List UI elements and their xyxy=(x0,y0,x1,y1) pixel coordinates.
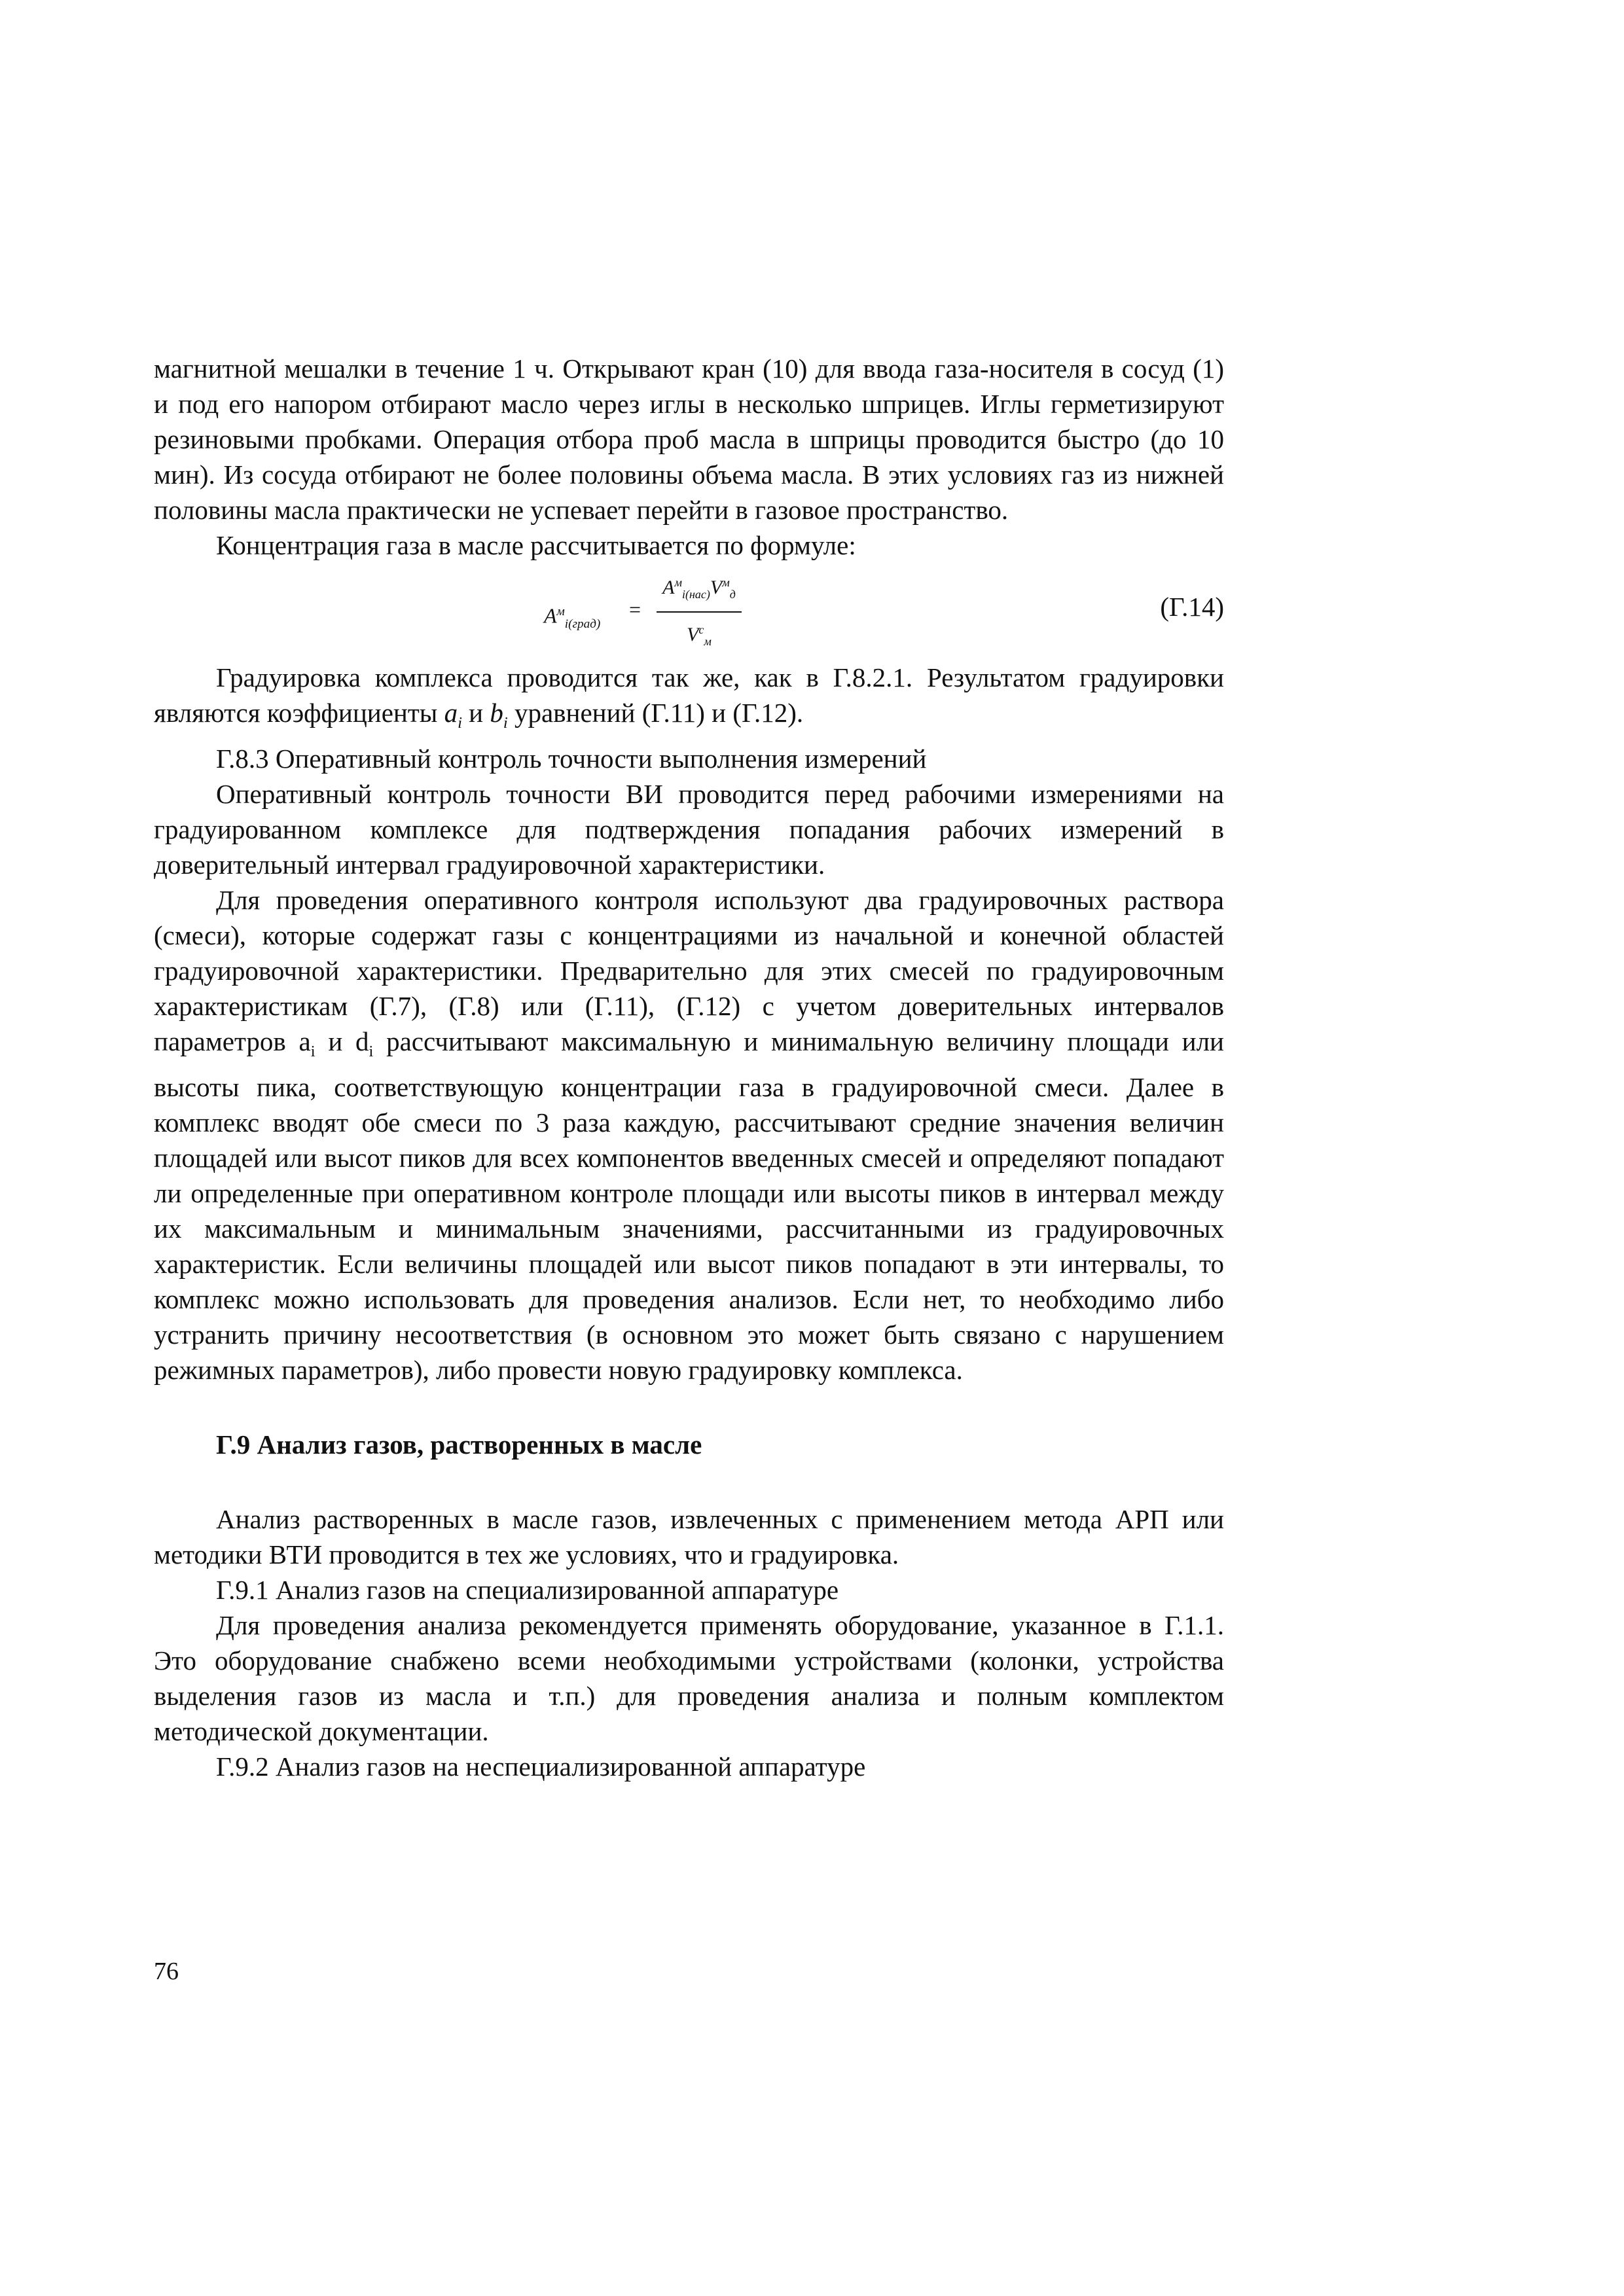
paragraph-control: Оперативный контроль точности ВИ проводится перед рабочими измерениями на градуированном комплексе для подтверждения попадания рабочих измерений в доверительный интервал градуировочной характеристики. xyxy=(154,779,1224,880)
formula-numerator: $A^м_{i(нас)}V^м_д$ xyxy=(662,576,736,601)
formula-fraction xyxy=(657,569,742,655)
equation-number: (Г.14) xyxy=(1160,592,1224,622)
fraction-bar xyxy=(657,611,742,613)
section-title-g91: Г.9.1 Анализ газов на специализированной аппаратуре xyxy=(216,1575,839,1605)
formula-lhs: $A^м_{i(град)}$ xyxy=(544,603,601,632)
section-title-g83: Г.8.3 Оперативный контроль точности выполнения измерений xyxy=(216,744,927,774)
section-title-g92: Г.9.2 Анализ газов на неспециализированной аппаратуре xyxy=(216,1751,866,1782)
paragraph-analysis: Анализ растворенных в масле газов, извлеченных с применением метода АРП или методики ВТИ проводится в тех же условиях, что и градуировка. xyxy=(154,1504,1224,1570)
paragraph-equipment: Для проведения анализа рекомендуется применять оборудование, указанное в Г.1.1. Это оборудование снабжено всеми необходимыми устройствами (колонки, устройства выделения газов из масла и т.п.) для проведения анализа и полным комплектом методической документации. xyxy=(154,1610,1224,1747)
document-page xyxy=(154,351,1224,1784)
paragraph-calibration: Градуировка комплекса проводится так же, как в Г.8.2.1. Результатом градуировки являются коэффициенты $a_i$ и $b_i$ уравнений (Г.11) и (Г.12). xyxy=(154,662,1224,732)
formula-equals: = xyxy=(629,598,641,621)
page-number: 76 xyxy=(154,1958,179,1985)
paragraph-formula-intro: Концентрация газа в масле рассчитывается по формуле: xyxy=(216,530,856,560)
paragraph-control-procedure: Для проведения оперативного контроля используют два градуировочных раствора (смеси), которые содержат газы с концентрациями из начальной и конечной областей градуировочной характеристики. Предварительно для этих смесей по градуировочным характеристикам (Г.7), (Г.8) или (Г.11), (Г.12) с учетом доверительных интервалов параметров $a_i$ и $d_i$ рассчитывают максимальную и минимальную величину площади или высоты пика, соответствующую концентрации газа в градуировочной смеси. Далее в комплекс вводят обе смеси по 3 раза каждую, рассчитывают средние значения величин площадей или высот пиков для всех компонентов введенных смесей и определяют попадают ли определенные при оперативном контроле площади или высоты пиков в интервал между их максимальным и минимальным значениями, рассчитанными из градуировочных характеристик. Если величины площадей или высот пиков попадают в эти интервалы, то комплекс можно использовать для проведения анализов. Если нет, то необходимо либо устранить причину несоответствия (в основном это может быть связано с нарушением режимных параметров), либо провести новую градуировку комплекса. xyxy=(154,885,1224,1386)
formula-g14 xyxy=(154,569,1224,652)
paragraph-sampling: магнитной мешалки в течение 1 ч. Открывают кран (10) для ввода газа-носителя в сосуд (1) и под его напором отбирают масло через иглы в несколько шприцев. Иглы герметизируют резиновыми пробками. Операция отбора проб масла в шприцы проводится быстро (до 10 мин). Из сосуда отбирают не более половины объема масла. В этих условиях газ из нижней половины масла практически не успевает перейти в газовое пространство. xyxy=(154,353,1224,525)
section-heading-g9: Г.9 Анализ газов, растворенных в масле xyxy=(216,1429,702,1460)
formula-denominator: $V^с_м$ xyxy=(687,623,712,648)
